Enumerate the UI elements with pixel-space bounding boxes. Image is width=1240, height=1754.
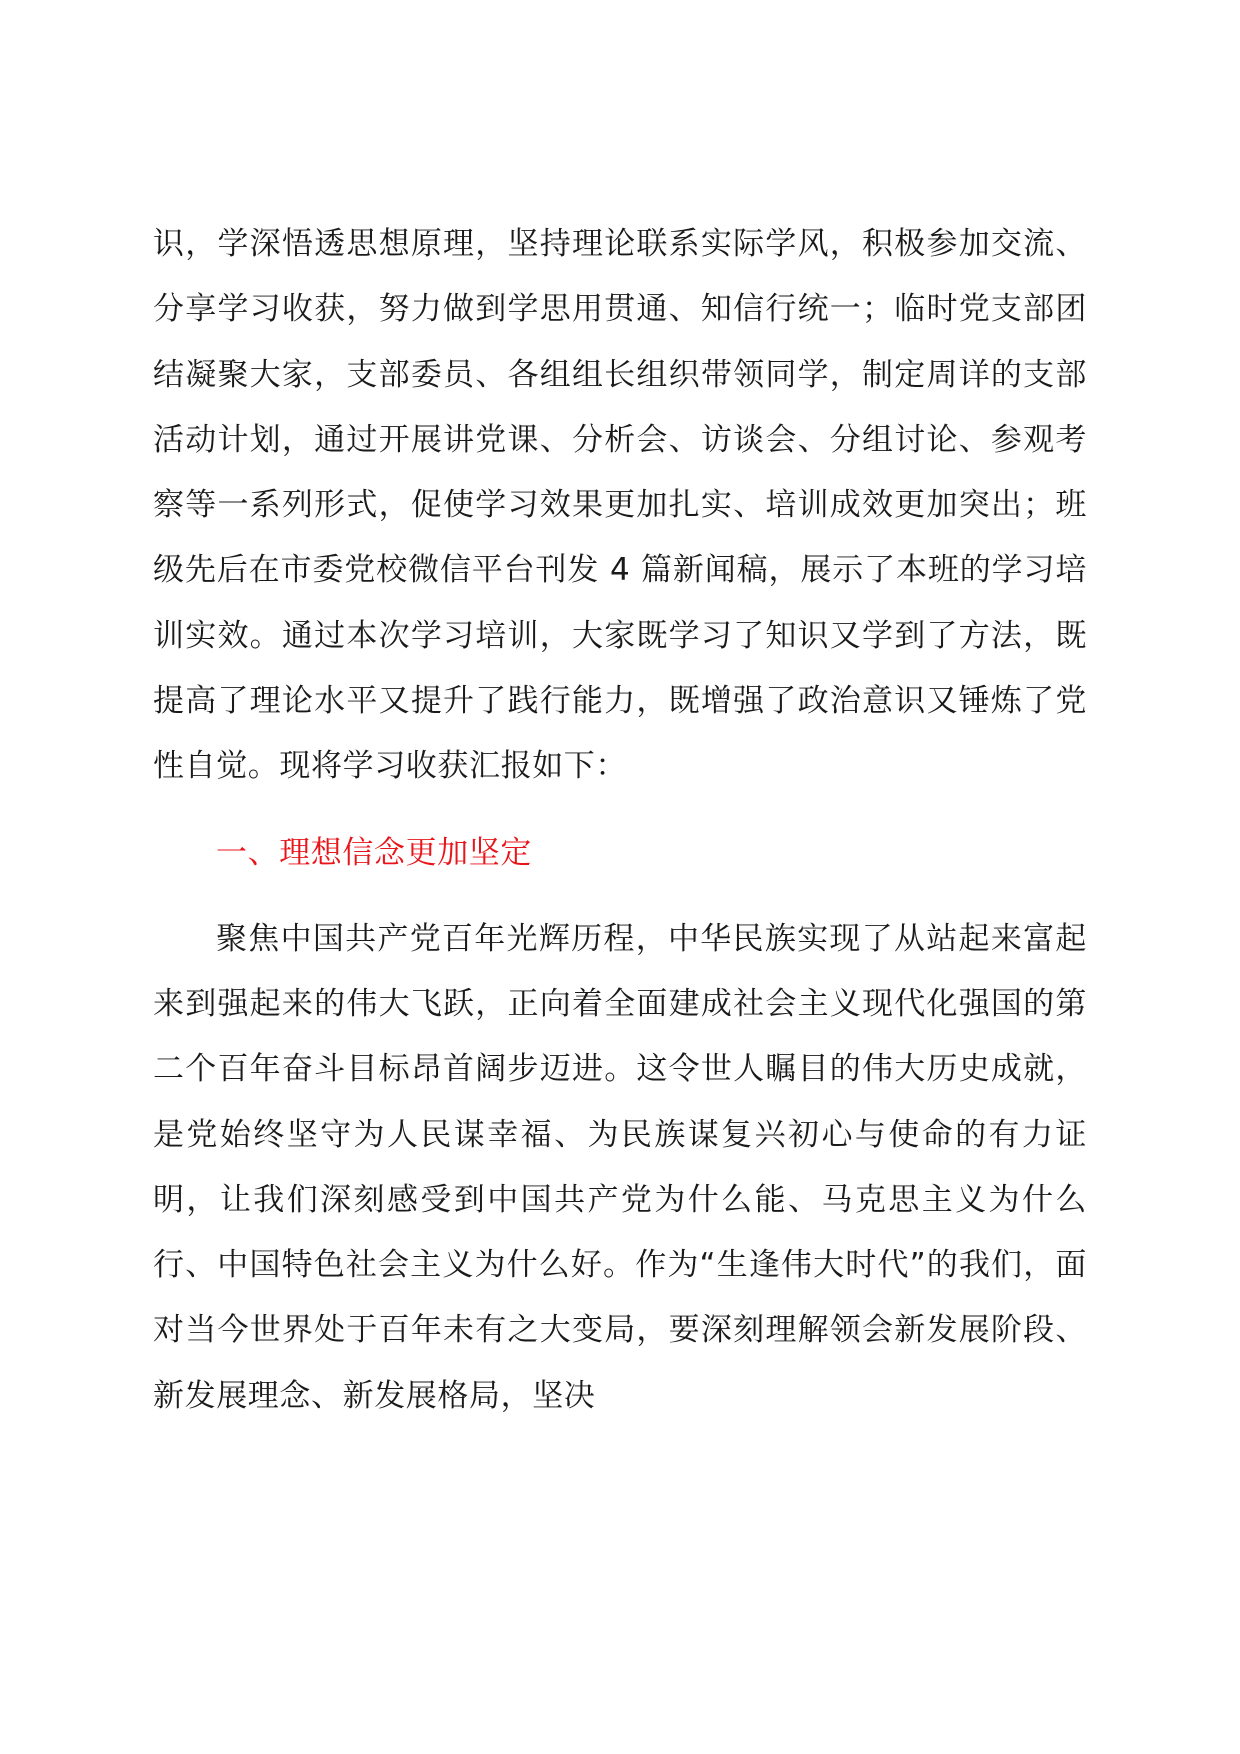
section-heading: 一、理想信念更加坚定 (216, 834, 532, 871)
document-body (153, 212, 1087, 1429)
body-paragraph-continued: 识，学深悟透思想原理，坚持理论联系实际学风，积极参加交流、分享学习收获，努力做到学思用贯通、知信行统一；临时党支部团结凝聚大家，支部委员、各组组长组织带领同学，制定周详的支部活动计划，通过开展讲党课、分析会、访谈会、分组讨论、参观考察等一系列形式，促使学习效果更加扎实、培训成效更加突出；班级先后在市委党校微信平台刊发 4 篇新闻稿，展示了本班的学习培训实效。通过本次学习培训，大家既学习了知识又学到了方法，既提高了理论水平又提升了践行能力，既增强了政治意识又锤炼了党性自觉。现将学习收获汇报如下： (153, 226, 1087, 785)
body-paragraph: 聚焦中国共产党百年光辉历程，中华民族实现了从站起来富起来到强起来的伟大飞跃，正向着全面建成社会主义现代化强国的第二个百年奋斗目标昂首阔步迈进。这令世人瞩目的伟大历史成就，是党始终坚守为人民谋幸福、为民族谋复兴初心与使命的有力证明，让我们深刻感受到中国共产党为什么能、马克思主义为什么行、中国特色社会主义为什么好。作为“生逢伟大时代”的我们，面对当今世界处于百年未有之大变局，要深刻理解领会新发展阶段、新发展理念、新发展格局，坚决 (153, 920, 1087, 1414)
